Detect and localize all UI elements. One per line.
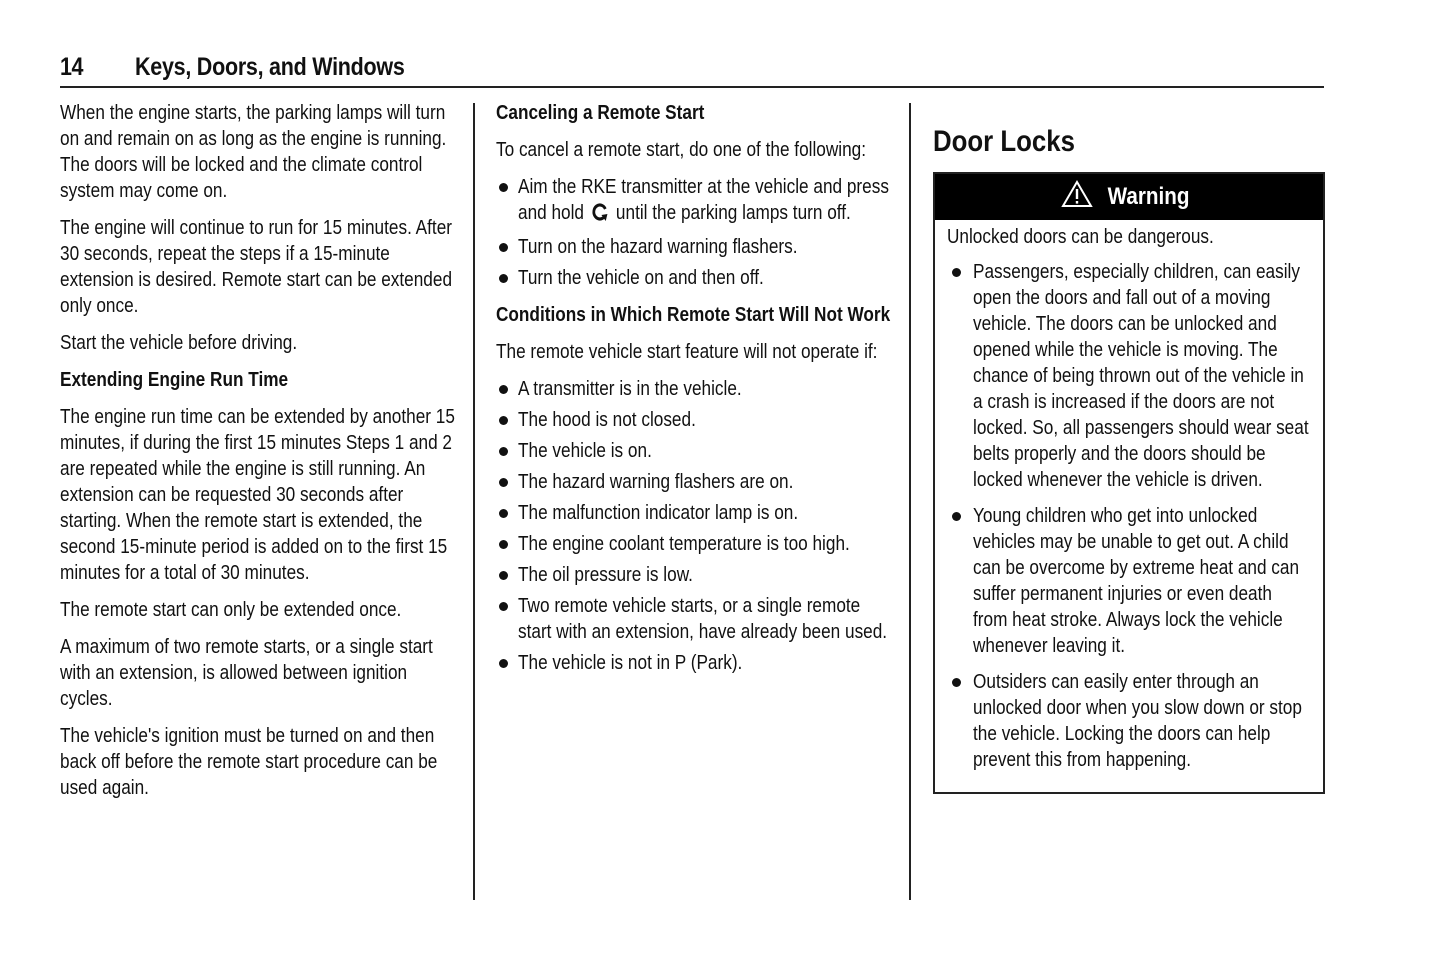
list-item: A transmitter is in the vehicle. bbox=[496, 376, 896, 402]
paragraph: The engine run time can be extended by another 15 minutes, if during the first 15 minutes Steps 1 and 2 are repeated while the engine is still running. An extension can be requested 30 seconds after starting. When the remote start is extended, the second 15-minute period is added on to the first 15 minutes for a total of 30 minutes. bbox=[60, 406, 455, 584]
paragraph: The remote start can only be extended once. bbox=[60, 599, 402, 621]
list-item: Young children who get into unlocked vehicles may be unable to get out. A child can be overcome by extreme heat and can suffer permanent injuries or even death from heat stroke. Always lock the vehicle whenever leaving it. bbox=[947, 503, 1311, 659]
bullet-icon bbox=[952, 268, 961, 277]
subheading-extending-run-time: Extending Engine Run Time bbox=[60, 369, 289, 391]
remote-start-icon bbox=[591, 202, 608, 229]
paragraph: A maximum of two remote starts, or a single start with an extension, is allowed between ignition cycles. bbox=[60, 636, 433, 710]
bullet-icon bbox=[499, 659, 508, 668]
list-item: Two remote vehicle starts, or a single remote start with an extension, have already been used. bbox=[496, 593, 896, 645]
warning-body bbox=[935, 220, 1323, 792]
bullet-icon bbox=[499, 602, 508, 611]
bullet-icon bbox=[499, 385, 508, 394]
paragraph: The engine will continue to run for 15 minutes. After 30 seconds, repeat the steps if a 15-minute extension is desired. Remote start can be extended only once. bbox=[60, 217, 453, 317]
warning-header bbox=[935, 174, 1323, 220]
paragraph: To cancel a remote start, do one of the following: bbox=[496, 139, 867, 161]
conditions-list bbox=[496, 376, 896, 676]
bullet-icon bbox=[499, 478, 508, 487]
bullet-icon bbox=[499, 274, 508, 283]
bullet-icon bbox=[499, 183, 508, 192]
column-cancel-and-conditions bbox=[496, 100, 896, 687]
list-item: The hazard warning flashers are on. bbox=[496, 469, 896, 495]
section-heading-door-locks: Door Locks bbox=[933, 124, 1075, 158]
bullet-icon bbox=[499, 447, 508, 456]
paragraph: When the engine starts, the parking lamps will turn on and remain on as long as the engine is running. The doors will be locked and the climate control system may come on. bbox=[60, 102, 447, 202]
list-item: Outsiders can easily enter through an unlocked door when you slow down or stop the vehicle. Locking the doors can help prevent this from happening. bbox=[947, 669, 1311, 773]
bullet-icon bbox=[499, 540, 508, 549]
subheading-conditions: Conditions in Which Remote Start Will Not Work bbox=[496, 304, 891, 326]
column-remote-start-info bbox=[60, 100, 460, 812]
list-item: The vehicle is not in P (Park). bbox=[496, 650, 896, 676]
column-door-locks bbox=[933, 100, 1325, 794]
warning-triangle-icon bbox=[1061, 180, 1093, 214]
column-divider bbox=[473, 103, 475, 900]
list-item: Turn the vehicle on and then off. bbox=[496, 265, 896, 291]
list-item: The hood is not closed. bbox=[496, 407, 896, 433]
column-divider bbox=[909, 103, 911, 900]
list-item: The malfunction indicator lamp is on. bbox=[496, 500, 896, 526]
warning-label: Warning bbox=[1108, 182, 1190, 210]
list-item: Aim the RKE transmitter at the vehicle and press and hold until the parking lamps turn off. bbox=[496, 174, 896, 229]
subheading-canceling-remote-start: Canceling a Remote Start bbox=[496, 102, 705, 124]
bullet-icon bbox=[499, 509, 508, 518]
bullet-icon bbox=[499, 571, 508, 580]
list-item: Turn on the hazard warning flashers. bbox=[496, 234, 896, 260]
paragraph: The remote vehicle start feature will not operate if: bbox=[496, 341, 878, 363]
paragraph: The vehicle's ignition must be turned on and then back off before the remote start procedure can be used again. bbox=[60, 725, 438, 799]
warning-list bbox=[947, 259, 1311, 773]
page-header bbox=[60, 50, 1324, 88]
bullet-icon bbox=[952, 678, 961, 687]
bullet-icon bbox=[499, 416, 508, 425]
cancel-list bbox=[496, 174, 896, 291]
bullet-icon bbox=[952, 512, 961, 521]
warning-intro: Unlocked doors can be dangerous. bbox=[947, 225, 1214, 248]
paragraph: Start the vehicle before driving. bbox=[60, 332, 298, 354]
list-item: The vehicle is on. bbox=[496, 438, 896, 464]
list-item: The oil pressure is low. bbox=[496, 562, 896, 588]
list-item: Passengers, especially children, can easily open the doors and fall out of a moving vehicle. The doors can be unlocked and opened while the vehicle is moving. The chance of being thrown out of the vehicle in a crash is increased if the doors are not locked. So, all passengers should wear seat belts properly and the doors should be locked whenever the vehicle is driven. bbox=[947, 259, 1311, 493]
section-title: Keys, Doors, and Windows bbox=[135, 53, 405, 81]
warning-box bbox=[933, 172, 1325, 794]
list-item: The engine coolant temperature is too high. bbox=[496, 531, 896, 557]
page-number: 14 bbox=[60, 53, 84, 81]
bullet-icon bbox=[499, 243, 508, 252]
